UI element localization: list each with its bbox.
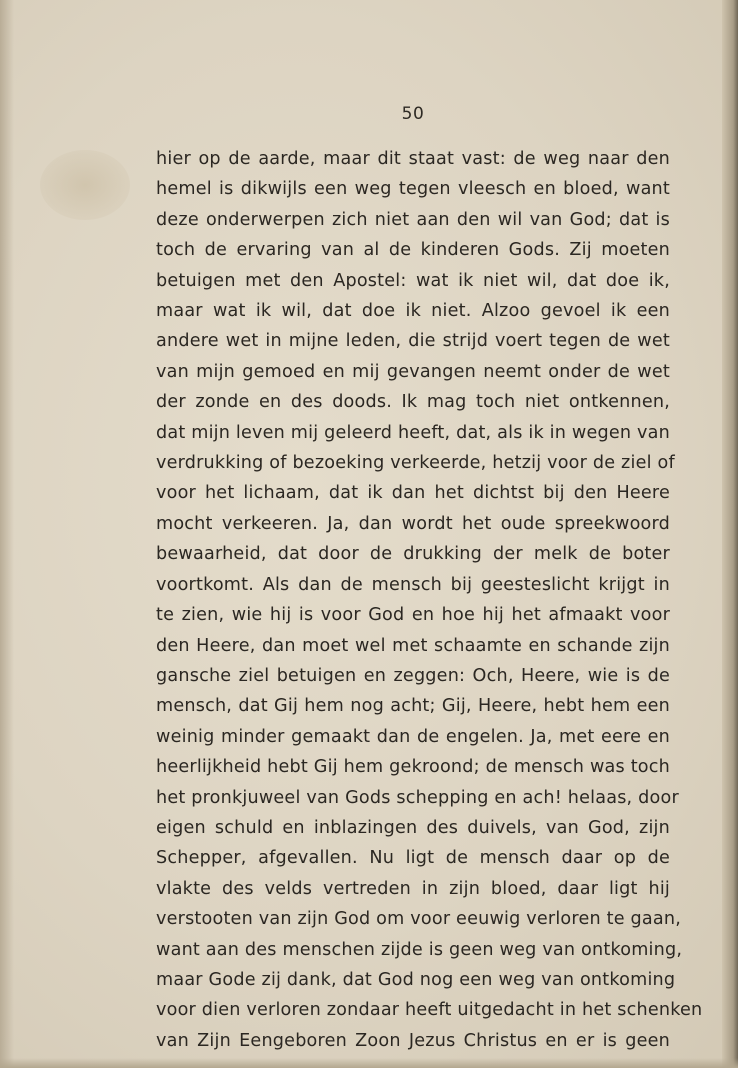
text-line: voor dien verloren zondaar heeft uitgedacht in het schenken [156,1000,703,1021]
text-line: het pronkjuweel van Gods schepping en ach! helaas, door [156,787,679,808]
text-line: dat mijn leven mij geleerd heeft, dat, als ik in wegen van [156,422,670,443]
text-line: maar wat ik wil, dat doe ik niet. Alzoo gevoel ik een [156,301,670,322]
text-line: vlakte des velds vertreden in zijn bloed, daar ligt hij [156,878,670,899]
text-line: heerlijkheid hebt Gij hem gekroond; de mensch was toch [156,757,670,778]
text-line: maar Gode zij dank, dat God nog een weg van ontkoming [156,969,676,990]
page-right-edge [722,0,738,1068]
page-bottom-edge [0,1058,738,1068]
text-line: toch de ervaring van al de kinderen Gods. Zij moeten [156,240,670,261]
text-line: weinig minder gemaakt dan de engelen. Ja, met eere en [156,726,670,747]
text-line: verstooten van zijn God om voor eeuwig verloren te gaan, [156,909,682,930]
text-line: te zien, wie hij is voor God en hoe hij het afmaakt voor [156,605,670,626]
text-line: mocht verkeeren. Ja, dan wordt het oude spreekwoord [156,513,670,534]
text-line: Schepper, afgevallen. Nu ligt de mensch daar op de [156,848,670,869]
text-line: eigen schuld en inblazingen des duivels, van God, zijn [156,817,670,838]
page-number: 50 [401,104,425,124]
text-line: mensch, dat Gij hem nog acht; Gij, Heere, hebt hem een [156,696,670,717]
text-line: voor het lichaam, dat ik dan het dichtst bij den Heere [156,483,670,504]
text-line: want aan des menschen zijde is geen weg van ontkoming, [156,939,683,960]
text-line: bewaarheid, dat door de drukking der melk de boter [156,544,670,565]
paper-stain [40,150,130,220]
text-line: betuigen met den Apostel: wat ik niet wil, dat doe ik, [156,270,670,291]
body-text [156,144,703,1056]
text-line: andere wet in mijne leden, die strijd voert tegen de wet [156,331,670,352]
text-line: van Zijn Eengeboren Zoon Jezus Christus en er is geen [156,1030,670,1051]
text-line: van mijn gemoed en mij gevangen neemt onder de wet [156,361,670,382]
text-line: den Heere, dan moet wel met schaamte en schande zijn [156,635,670,656]
text-line: hier op de aarde, maar dit staat vast: de weg naar den [156,149,670,169]
text-line: der zonde en des doods. Ik mag toch niet ontkennen, [156,392,670,413]
text-line: voortkomt. Als dan de mensch bij geesteslicht krijgt in [156,574,670,595]
text-line: hemel is dikwijls een weg tegen vleesch en bloed, want [156,179,670,200]
text-line: verdrukking of bezoeking verkeerde, hetzij voor de ziel of [156,453,675,474]
page-left-shadow [0,0,14,1068]
text-line: gansche ziel betuigen en zeggen: Och, Heere, wie is de [156,665,670,686]
text-line: deze onderwerpen zich niet aan den wil van God; dat is [156,209,670,230]
